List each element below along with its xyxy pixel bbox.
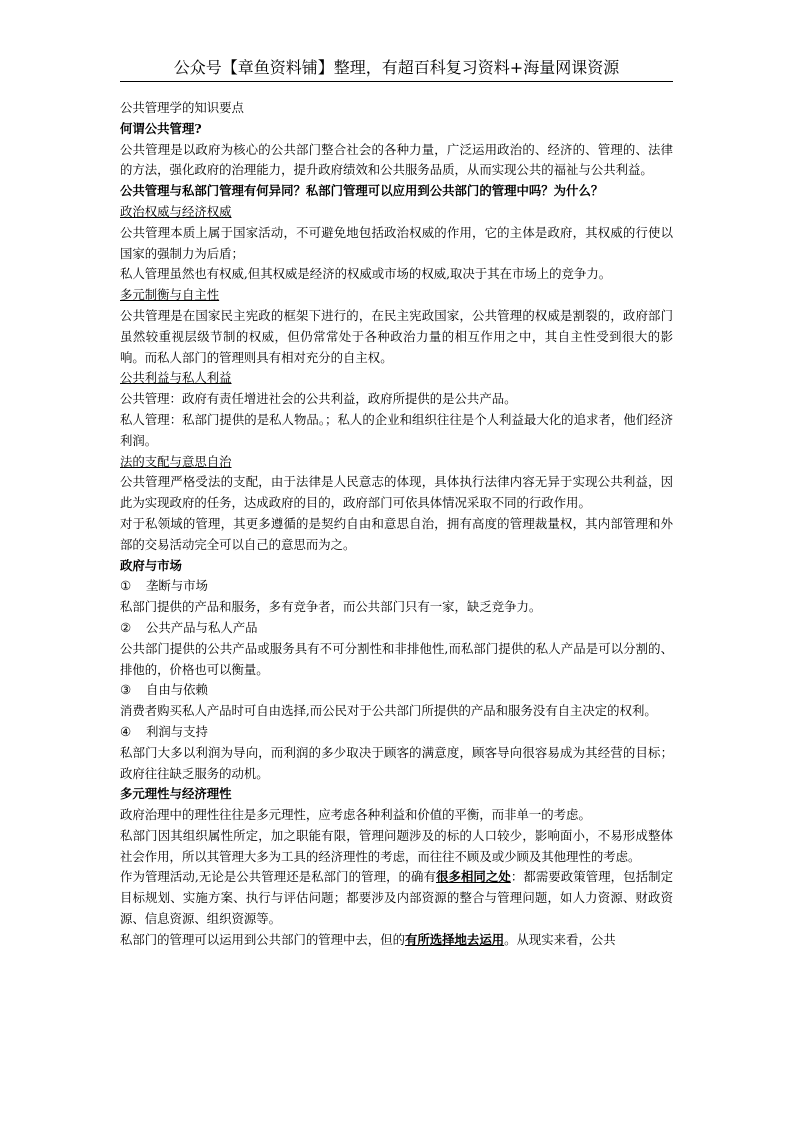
- section-rationality-para-4: 私部门的管理可以运用到公共部门的管理中去，但的有所选择地去运用。从现实来看，公共: [120, 931, 616, 947]
- gm-item-heading: ③ 自由与依赖: [120, 682, 208, 698]
- section-public-interest-para-1: 公共管理：政府有责任增进社会的公共利益，政府所提供的是公共产品。: [120, 391, 517, 407]
- section-rule-of-law-para-2: 对于私领域的管理，其更多遵循的是契约自由和意思自治，拥有高度的管理裁量权，其内部管理和外部的交易活动完全可以自己的意思而为之。: [120, 515, 673, 552]
- section-checks-balances-title: 多元制衡与自主性: [120, 287, 220, 303]
- gm-item-text: 私部门提供的产品和服务，多有竞争者，而公共部门只有一家，缺乏竞争力。: [120, 599, 542, 615]
- section-checks-balances-para-1: 公共管理是在国家民主宪政的框架下进行的，在民主宪政国家，公共管理的权威是割裂的，政府部门虽然较重视层级节制的权威，但仍常常处于各种政治力量的相互作用之中，其自主性受到很大的影响。而私人部门的管理则具有相对充分的自主权。: [120, 307, 673, 365]
- gm-item-heading: ④ 利润与支持: [120, 723, 208, 739]
- section-rationality-para-3: 作为管理活动,无论是公共管理还是私部门的管理，的确有很多相同之处：都需要政策管理，包括制定目标规划、实施方案、执行与评估问题；都要涉及内部资源的整合与管理问题，如人力资源、财政资源、信息资源、组织资源等。: [120, 869, 673, 927]
- gm-item-heading: ② 公共产品与私人产品: [120, 619, 258, 635]
- doc-intro: 公共管理学的知识要点: [120, 100, 244, 115]
- question-1-answer: 公共管理是以政府为核心的公共部门整合社会的各种力量，广泛运用政治的、经济的、管理的、法律的方法，强化政府的治理能力，提升政府绩效和公共服务品质，从而实现公共的福祉与公共利益。: [120, 141, 673, 178]
- section-rationality-title: 多元理性与经济理性: [120, 786, 232, 802]
- section-political-authority-para-1: 公共管理本质上属于国家活动，不可避免地包括政治权威的作用，它的主体是政府，其权威的行使以国家的强制力为后盾；: [120, 224, 673, 261]
- section-government-market-title: 政府与市场: [120, 557, 182, 573]
- header-divider: [120, 81, 673, 82]
- section-rationality-para-2: 私部门因其组织属性所定，加之职能有限，管理问题涉及的标的人口较少，影响面小，不易形成整体社会作用，所以其管理大多为工具的经济理性的考虑，而往往不顾及或少顾及其他理性的考虑。: [120, 827, 673, 864]
- emphasis-selective-use: 有所选择地去运用: [404, 931, 505, 947]
- page-header-title: 公众号【章鱼资料铺】整理，有超百科复习资料+海量网课资源: [173, 58, 620, 77]
- gm-item-heading: ① 垄断与市场: [120, 578, 208, 594]
- section-political-authority-title: 政治权威与经济权威: [120, 203, 232, 219]
- section-rule-of-law-para-1: 公共管理严格受法的支配，由于法律是人民意志的体现，具体执行法律内容无异于实现公共利益，因此为实现政府的任务，达成政府的目的，政府部门可依具体情况采取不同的行政作用。: [120, 474, 673, 511]
- emphasis-similarities: 很多相同之处: [435, 869, 511, 885]
- section-political-authority-para-2: 私人管理虽然也有权威,但其权威是经济的权威或市场的权威,取决于其在市场上的竞争力。: [120, 266, 612, 282]
- gm-item-text: 消费者购买私人产品时可自由选择,而公民对于公共部门所提供的产品和服务没有自主决定的权利。: [120, 703, 657, 719]
- section-public-interest-para-2: 私人管理：私部门提供的是私人物品。；私人的企业和组织往往是个人利益最大化的追求者，他们经济利润。: [120, 411, 673, 448]
- section-rule-of-law-title: 法的支配与意思自治: [120, 453, 232, 469]
- question-2: 公共管理与私部门管理有何异同？私部门管理可以应用到公共部门的管理中吗？为什么？: [120, 183, 604, 199]
- document-body: [120, 98, 673, 951]
- section-public-interest-title: 公共利益与私人利益: [120, 370, 232, 386]
- gm-item-text: 私部门大多以利润为导向，而利润的多少取决于顾客的满意度，顾客导向很容易成为其经营的目标；政府往往缺乏服务的动机。: [120, 744, 673, 781]
- gm-item-text: 公共部门提供的公共产品或服务具有不可分割性和非排他性,而私部门提供的私人产品是可以分割的、排他的，价格也可以衡量。: [120, 640, 673, 677]
- section-rationality-para-1: 政府治理中的理性往往是多元理性，应考虑各种利益和价值的平衡，而非单一的考虑。: [120, 807, 591, 823]
- question-1: 何谓公共管理?: [120, 120, 202, 136]
